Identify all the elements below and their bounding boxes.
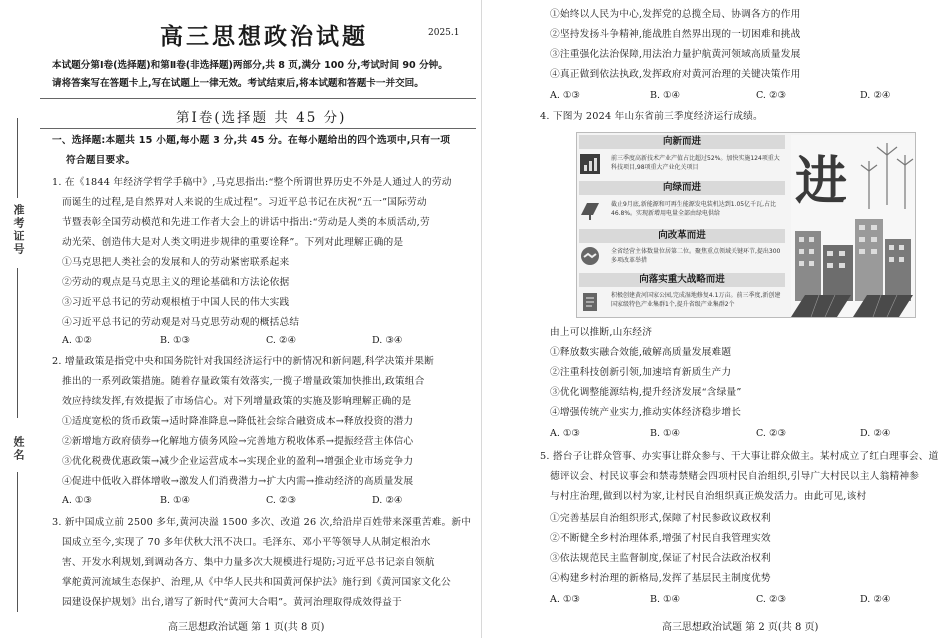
- statement: ①适度宽松的货币政策→适时降准降息→降低社会综合融资成本→释放投资的潜力: [62, 416, 414, 427]
- document-icon: [579, 291, 601, 313]
- option-c[interactable]: C. ②③: [756, 90, 787, 101]
- exam-id-label: 准考证号: [12, 204, 25, 256]
- solar-panel-icon: [579, 199, 601, 221]
- section-divider: [40, 98, 476, 99]
- question-text: 掌舵黄河流域生态保护、治理,从《中华人民共和国黄河保护法》施行到《黄河国家文化公: [62, 577, 451, 588]
- option-d[interactable]: D. ③④: [372, 335, 403, 346]
- infographic-big-character: 进: [795, 151, 848, 212]
- question-text: 4. 下图为 2024 年山东省前三季度经济运行成绩。: [540, 111, 763, 122]
- exam-date: 2025.1: [428, 28, 460, 38]
- page-footer: 高三思想政治试题 第 2 页(共 8 页): [662, 622, 819, 633]
- statement: ②劳动的观点是马克思主义的理论基础和方法论依据: [62, 277, 290, 288]
- section-title: 第Ⅰ卷(选择题 共 45 分): [176, 110, 347, 126]
- statement: ①释放数实融合效能,破解高质量发展难题: [550, 347, 732, 358]
- statement: ②新增地方政府债券→化解地方债务风险→完善地方税收体系→提振经营主体信心: [62, 436, 414, 447]
- option-b[interactable]: B. ①③: [160, 335, 191, 346]
- option-d[interactable]: D. ②④: [860, 428, 891, 439]
- exam-title: 高三思想政治试题: [160, 23, 368, 50]
- question-text: 3. 新中国成立前 2500 多年,黄河决溢 1500 多次、改道 26 次,给沿岸百姓带来深重苦难。新中: [52, 517, 472, 528]
- option-a[interactable]: A. ①③: [550, 90, 580, 101]
- page-gutter: [481, 0, 482, 638]
- statement: ②坚持发扬斗争精神,能战胜自然界出现的一切困难和挑战: [550, 29, 801, 40]
- infographic-text: 前三季度高新技术产业产值占比超过52%。加快实施124项重大科技项目,98项重大产业化关项目: [611, 155, 780, 171]
- chart-icon: [579, 153, 601, 175]
- statement: ④促进中低收入群体增收→激发人们消费潜力→扩大内需→推动经济的高质量发展: [62, 476, 414, 487]
- notice-line: 请将答案写在答题卡上,写在试题上一律无效。考试结束后,将本试题和答题卡一并交回。: [52, 78, 424, 89]
- exam-page-2: [494, 0, 950, 638]
- statement: ②不断健全乡村治理体系,增强了村民自我管理实效: [550, 533, 771, 544]
- question-text: 节暨表彰全国劳动模范和先进工作者大会上的讲话中指出:“劳动是人类的本质活动,劳: [62, 217, 430, 228]
- option-a[interactable]: A. ①②: [62, 335, 92, 346]
- question-text: 国成立至今,实现了 70 多年伏秋大汛不决口。毛泽东、邓小平等领导人从制定根治水: [62, 537, 431, 548]
- question-text: 而诞生的过程,是自然界对人来说的生成过程”。习近平总书记在庆祝“五一”国际劳动: [62, 197, 427, 208]
- notice-line: 本试题分第Ⅰ卷(选择题)和第Ⅱ卷(非选择题)两部分,共 8 页,满分 100 分,考试时间 90 分钟。: [52, 60, 448, 71]
- statement: ④增强传统产业实力,推动实体经济稳步增长: [550, 407, 742, 418]
- infographic-text: 积极创建黄河国家公园,完成湿地修复4.1万亩。前三季度,新创建国家级特色产业集群1个,提升省级产业集群2个: [611, 292, 781, 308]
- section-divider: [40, 128, 476, 129]
- question-text: 由上可以推断,山东经济: [550, 327, 653, 338]
- statement: ①始终以人民为中心,发挥党的总揽全局、协调各方的作用: [550, 9, 801, 20]
- question-text: 效应持续发挥,有效提振了市场信心。对下列增量政策的实施及影响理解正确的是: [62, 396, 412, 407]
- binding-line: [17, 472, 18, 612]
- statement: ①马克思把人类社会的发展和人的劳动紧密联系起来: [62, 257, 290, 268]
- question-text: 1. 在《1844 年经济学哲学手稿中》,马克思指出:“整个所谓世界历史不外是人通过人的劳动: [52, 177, 452, 188]
- statement: ③优化调整能源结构,提升经济发展“含绿量”: [550, 387, 742, 398]
- question-text: 2. 增量政策是指党中央和国务院针对我国经济运行中的新情况和新问题,科学决策并果断: [52, 356, 435, 367]
- option-a[interactable]: A. ①③: [550, 594, 580, 605]
- option-b[interactable]: B. ①④: [650, 428, 681, 439]
- option-d[interactable]: D. ②④: [372, 495, 403, 506]
- page-footer: 高三思想政治试题 第 1 页(共 8 页): [168, 622, 325, 633]
- infographic-text: 全省经营主体数量位居第二位。聚焦重点领域关键环节,提出300多项改革举措: [611, 248, 781, 264]
- statement: ④真正做到依法执政,发挥政府对黄河治理的关键决策作用: [550, 69, 801, 80]
- infographic-text: 截止9月底,新能源和可再生能源发电装机达到1.05亿千瓦,占比46.8%。实现新增用电量全部由绿电供给: [611, 201, 776, 217]
- question-text: 推出的一系列政策措施。随着存量政策有效落实,一揽子增量政策加快推出,政策组合: [62, 376, 425, 387]
- infographic-heading: 向新而进: [579, 135, 785, 149]
- binding-line: [17, 268, 18, 418]
- question-text: 与村庄治理,做到以村为家,让村民自治组织真正焕发活力。由此可见,该村: [550, 491, 867, 502]
- option-d[interactable]: D. ②④: [860, 594, 891, 605]
- statement: ④习近平总书记的劳动观是对马克思劳动观的概括总结: [62, 317, 300, 328]
- statement: ②注重科技创新引领,加速培育新质生产力: [550, 367, 732, 378]
- option-b[interactable]: B. ①④: [650, 594, 681, 605]
- statement: ③依法规范民主监督制度,保证了村民合法政治权利: [550, 553, 771, 564]
- option-d[interactable]: D. ②④: [860, 90, 891, 101]
- question-text: 动光荣、创造伟大是对人类文明进步规律的重要诠释”。下列对此理解正确的是: [62, 237, 404, 248]
- option-a[interactable]: A. ①③: [550, 428, 580, 439]
- statement: ①完善基层自治组织形式,保障了村民参政议政权利: [550, 513, 771, 524]
- binding-line: [17, 118, 18, 198]
- question-text: 害、开发水利规划,到调动各方、集中力量多次大规模进行堤防;习近平总书记亲自领航: [62, 557, 435, 568]
- name-label: 姓名: [12, 436, 25, 462]
- option-b[interactable]: B. ①④: [650, 90, 681, 101]
- infographic-heading: 向落实重大战略而进: [579, 273, 785, 287]
- option-c[interactable]: C. ②④: [266, 335, 297, 346]
- option-c[interactable]: C. ②③: [756, 428, 787, 439]
- question-text: 园建设保护规划》出台,谱写了新时代“黄河大合唱”。黄河治理取得成效得益于: [62, 597, 402, 608]
- handshake-icon: [579, 245, 601, 267]
- option-a[interactable]: A. ①③: [62, 495, 92, 506]
- economic-infographic: [576, 132, 916, 318]
- option-c[interactable]: C. ②③: [756, 594, 787, 605]
- question-text: 德评议会、村民议事会和禁毒禁赌会四项村民自治组织,引导广大村民以主人翁精神参: [550, 471, 920, 482]
- part-intro: 符合题目要求。: [66, 155, 136, 166]
- question-text: 5. 搭台子让群众管事、办实事让群众参与、干大事让群众做主。某村成立了红白理事会、道: [540, 451, 939, 462]
- statement: ③优化税费优惠政策→减少企业运营成本→实现企业的盈利→增强企业市场竞争力: [62, 456, 414, 467]
- infographic-heading: 向改革而进: [579, 229, 785, 243]
- statement: ④构建乡村治理的新格局,发挥了基层民主制度优势: [550, 573, 771, 584]
- statement: ③注重强化法治保障,用法治力量护航黄河领域高质量发展: [550, 49, 801, 60]
- infographic-heading: 向绿而进: [579, 181, 785, 195]
- option-b[interactable]: B. ①④: [160, 495, 191, 506]
- part-intro: 一、选择题:本题共 15 小题,每小题 3 分,共 45 分。在每小题给出的四个选项中,只有一项: [52, 135, 451, 146]
- option-c[interactable]: C. ②③: [266, 495, 297, 506]
- statement: ③习近平总书记的劳动观根植于中国人民的伟大实践: [62, 297, 290, 308]
